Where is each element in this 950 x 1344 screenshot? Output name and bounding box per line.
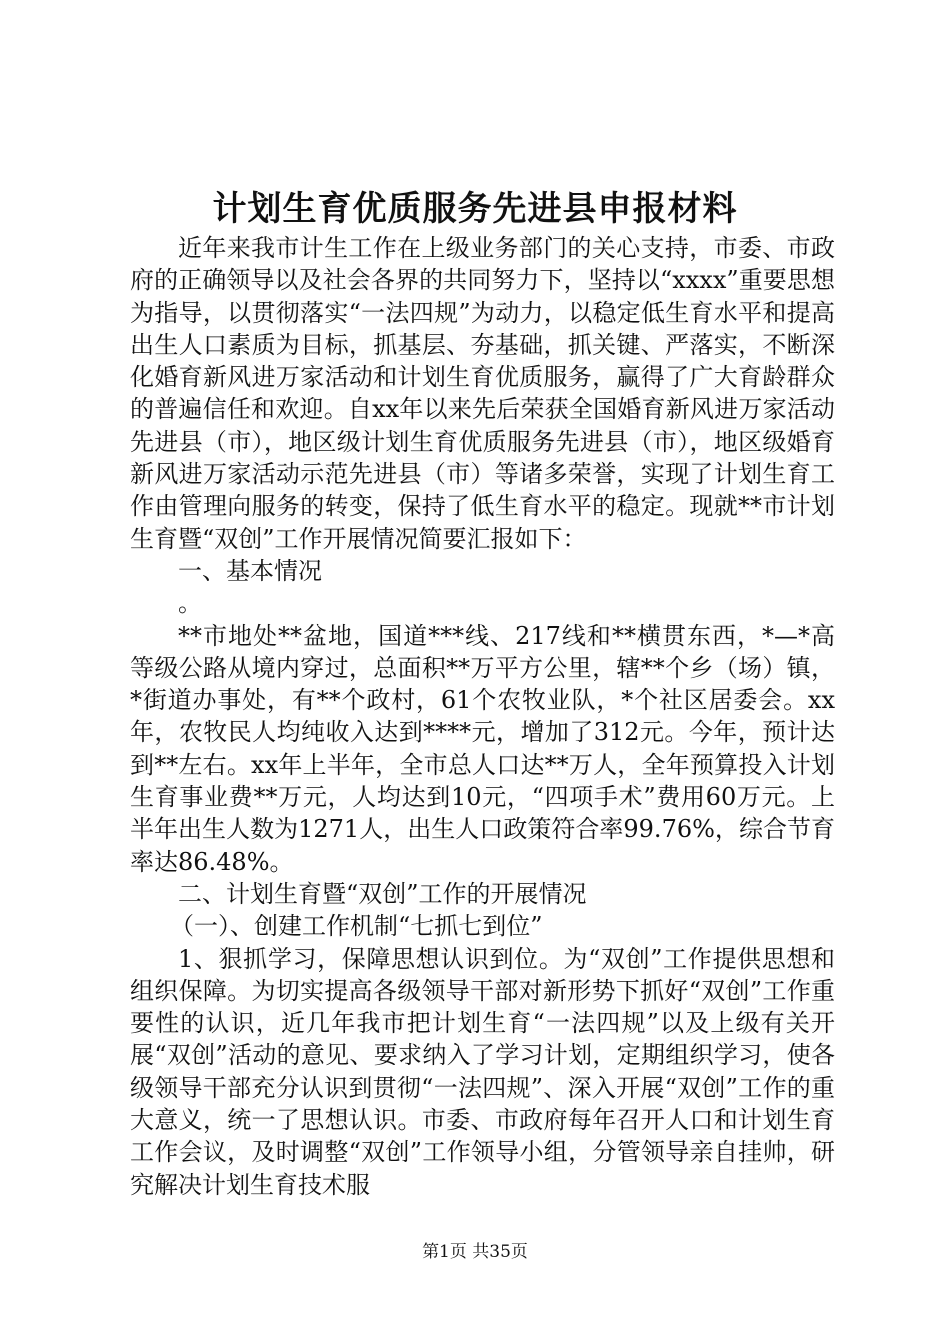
stray-period: 。 — [178, 589, 202, 618]
document-title: 计划生育优质服务先进县申报材料 — [212, 189, 738, 229]
intro-paragraph: 近年来我市计生工作在上级业务部门的关心支持，市委、市政府的正确领导以及社会各界的共同努力下，坚持以“xxxx”重要思想为指导，以贯彻落实“一法四规”为动力，以稳定低生育水平和提高出生人口素质为目标，抓基层、夯基础，抓关键、严落实，不断深化婚育新风进万家活动和计划生育优质服务，赢得了广大育龄群众的普遍信任和欢迎。自xx年以来先后荣获全国婚育新风进万家活动先进县（市），地区级计划生育优质服务先进县（市），地区级婚育新风进万家活动示范先进县（市）等诸多荣誉，实现了计划生育工作由管理向服务的转变，保持了低生育水平的稳定。现就**市计划生育暨“双创”工作开展情况简要汇报如下： — [130, 234, 835, 553]
item-1-paragraph: 1、狠抓学习，保障思想认识到位。为“双创”工作提供思想和组织保障。为切实提高各级领导干部对新形势下抓好“双创”工作重要性的认识，近几年我市把计划生育“一法四规”以及上级有关开展“双创”活动的意见、要求纳入了学习计划，定期组织学习，使各级领导干部充分认识到贯彻“一法四规”、深入开展“双创”工作的重大意义，统一了思想认识。市委、市政府每年召开人口和计划生育工作会议，及时调整“双创”工作领导小组，分管领导亲自挂帅，研究解决计划生育技术服 — [130, 944, 835, 1199]
page-number-footer: 第1页 共35页 — [422, 1242, 528, 1262]
document-body — [130, 232, 835, 1201]
subsection-heading-mechanism: （一）、创建工作机制“七抓七到位” — [170, 912, 543, 941]
section-heading-work: 二、计划生育暨“双创”工作的开展情况 — [178, 879, 587, 908]
section-heading-basic: 一、基本情况 — [178, 556, 322, 585]
basic-info-paragraph: **市地处**盆地，国道***线、217线和**横贯东西，*—*高等级公路从境内穿过，总面积**万平方公里，辖**个乡（场）镇，*街道办事处，有**个政村，61个农牧业队，*个社区居委会。xx年，农牧民人均纯收入达到****元，增加了312元。今年，预计达到**左右。xx年上半年，全市总人口达**万人，全年预算投入计划生育事业费**万元，人均达到10元，“四项手术”费用60万元。上半年出生人数为1271人，出生人口政策符合率99.76%，综合节育率达86.48%。 — [130, 621, 835, 876]
